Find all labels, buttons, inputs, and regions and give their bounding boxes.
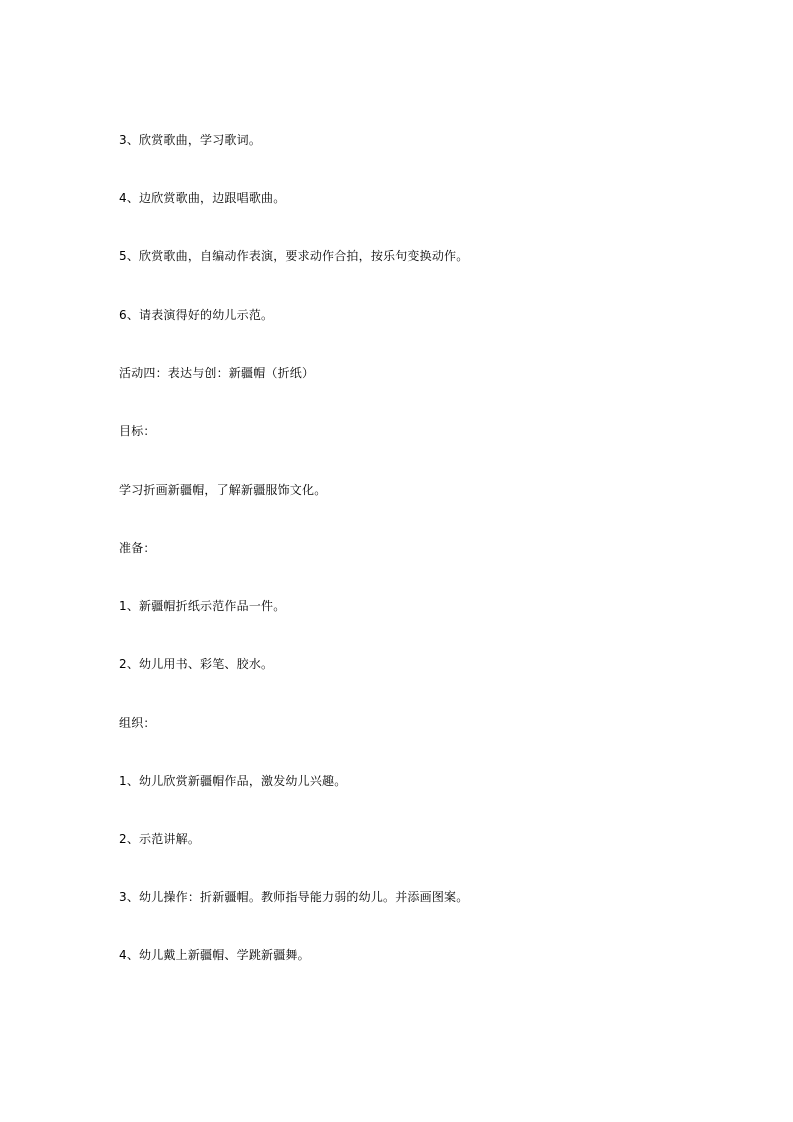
organization-item-3: 3、幼儿操作：折新疆帽。教师指导能力弱的幼儿。并添画图案。 — [119, 890, 469, 904]
organization-item-1: 1、幼儿欣赏新疆帽作品，激发幼儿兴趣。 — [119, 774, 347, 788]
step-5-performance: 5、欣赏歌曲，自编动作表演，要求动作合拍，按乐句变换动作。 — [119, 249, 469, 263]
organization-item-2: 2、示范讲解。 — [119, 832, 201, 846]
step-3-appreciate-song: 3、欣赏歌曲，学习歌词。 — [119, 133, 262, 147]
step-6-demonstration: 6、请表演得好的幼儿示范。 — [119, 308, 274, 322]
step-4-sing-along: 4、边欣赏歌曲，边跟唱歌曲。 — [119, 191, 286, 205]
preparation-heading: 准备： — [119, 541, 156, 555]
preparation-item-2: 2、幼儿用书、彩笔、胶水。 — [119, 657, 274, 671]
goal-heading: 目标： — [119, 424, 156, 438]
organization-item-4: 4、幼儿戴上新疆帽、学跳新疆舞。 — [119, 948, 310, 962]
organization-heading: 组织： — [119, 716, 156, 730]
preparation-item-1: 1、新疆帽折纸示范作品一件。 — [119, 599, 286, 613]
goal-text: 学习折画新疆帽，了解新疆服饰文化。 — [119, 483, 327, 497]
activity-four-heading: 活动四：表达与创：新疆帽（折纸） — [119, 366, 315, 380]
